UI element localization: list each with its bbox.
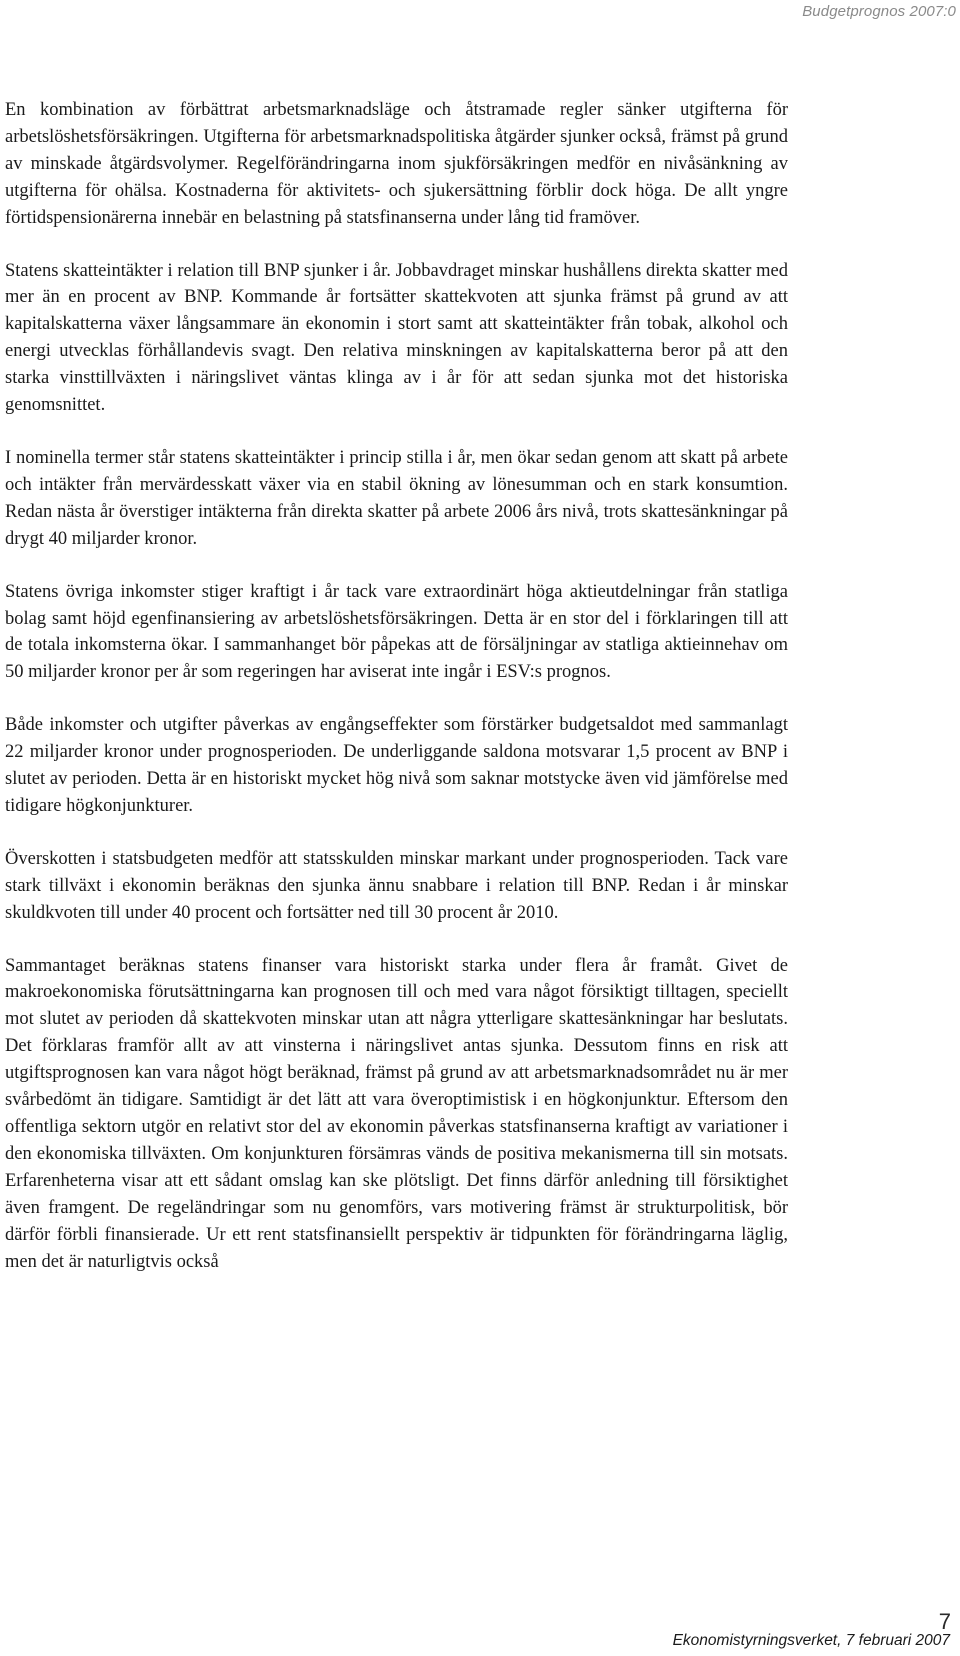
paragraph-tax-revenue-ratio: Statens skatteintäkter i relation till BNP sjunker i år. Jobbavdraget minskar hushållens direkta skatter med mer än en procent av BNP. Kommande år fortsätter skattekvoten att sjunka främst på grund av att kapitalskatterna växer långsammare än ekonomin i stort samt att skatteintäkter från tobak, alkohol och energi utvecklas förhållandevis svagt. Den relativa minskningen av kapitalskatterna beror på att den starka vinsttillväxten i näringslivet väntas klinga av i år för att sedan sjunka mot det historiska genomsnittet.	[5, 260, 788, 416]
paragraph-nominal-tax-revenue: I nominella termer står statens skatteintäkter i princip stilla i år, men ökar sedan genom att skatt på arbete och intäkter från mervärdesskatt växer via en stabil ökning av lönesumman och en stark konsumtion. Redan nästa år överstiger intäkterna från direkta skatter på arbete 2006 års nivå, trots skattesänkningar på drygt 40 miljarder kronor.	[5, 447, 788, 549]
running-header: Budgetprognos 2007:0	[802, 3, 956, 20]
paragraph-expenditures: En kombination av förbättrat arbetsmarknadsläge och åtstramade regler sänker utgifterna för arbetslöshetsförsäkringen. Utgifterna för arbetsmarknadspolitiska åtgärder sjunker också, främst på grund av minskade åtgärdsvolymer. Regelförändringarna inom sjukförsäkringen medför en nivåsänkning av utgifterna för ohälsa. Kostnaderna för aktivitets- och sjukersättning förblir dock höga. De allt yngre förtidspensionärerna innebär en belastning på statsfinanserna under lång tid framöver.	[5, 100, 788, 228]
footer-publisher: Ekonomistyrningsverket, 7 februari 2007	[672, 1632, 950, 1649]
paragraph-summary-risks: Sammantaget beräknas statens finanser vara historiskt starka under flera år framåt. Givet de makroekonomiska förutsättningarna kan prognosen till och med vara något försiktigt tilltagen, speciellt mot slutet av perioden då skattekvoten minskar utan att några ytterligare skattesänkningar har beslutats. Det förklaras framför allt av att vinsterna i näringslivet antas sjunka. Dessutom finns en risk att utgiftsprognosen kan vara något högt beräknad, främst på grund av att arbetsmarknadsområdet nu är mer svårbedömt än tidigare. Samtidigt är det lätt att vara överoptimistisk i en högkonjunktur. Eftersom den offentliga sektorn utgör en relativt stor del av ekonomin påverkas statsfinanserna kraftigt av variationer i den ekonomiska tillväxten. Om konjunkturen försämras vänds de positiva mekanismerna till sin motsats. Erfarenheterna visar att ett sådant omslag kan ske plötsligt. Det finns därför anledning till försiktighet även framgent. De regeländringar som nu genomförs, vars motivering främst är strukturpolitisk, bör därför förbli finansierade. Ur ett rent statsfinansiellt perspektiv är tidpunkten för förändringarna läglig, men det är naturligtvis också	[5, 955, 788, 1272]
body-text	[5, 97, 788, 1275]
page-number: 7	[938, 1609, 951, 1634]
paragraph-government-debt: Överskotten i statsbudgeten medför att statsskulden minskar markant under prognosperioden. Tack vare stark tillväxt i ekonomin beräknas den sjunka ännu snabbare i relation till BNP. Redan i år minskar skuldkvoten till under 40 procent och fortsätter ned till 30 procent år 2010.	[5, 848, 788, 923]
paragraph-other-income: Statens övriga inkomster stiger kraftigt i år tack vare extraordinärt höga aktieutdelningar från statliga bolag samt höjd egenfinansiering av arbetslöshetsförsäkringen. Detta är en stor del i förklaringen till att de totala inkomsterna ökar. I sammanhanget bör påpekas att de försäljningar av statliga aktieinnehav om 50 miljarder kronor per år som regeringen har aviserat inte ingår i ESV:s prognos.	[5, 581, 788, 683]
paragraph-one-off-effects: Både inkomster och utgifter påverkas av engångseffekter som förstärker budgetsaldot med sammanlagt 22 miljarder kronor under prognosperioden. De underliggande saldona motsvarar 1,5 procent av BNP i slutet av perioden. Detta är en historiskt mycket hög nivå som saknar motstycke även vid jämförelse med tidigare högkonjunkturer.	[5, 715, 788, 816]
